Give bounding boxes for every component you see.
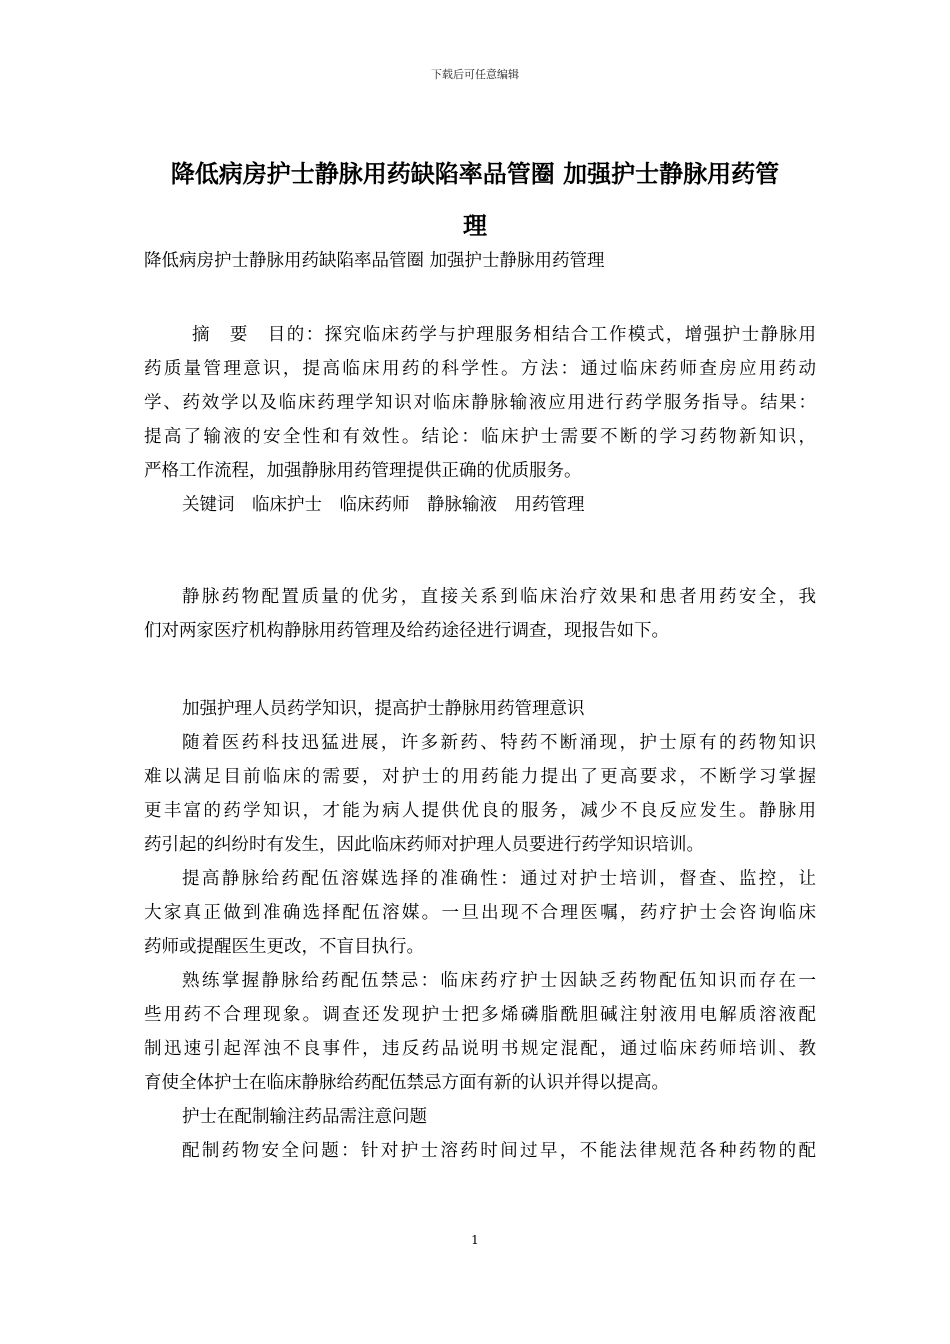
paragraph-line: 些用药不合理现象。调查还发现护士把多烯磷脂酰胆碱注射液用电解质溶液配 (144, 1005, 816, 1025)
section-heading: 加强护理人员药学知识，提高护士静脉用药管理意识 (182, 699, 585, 719)
paragraph-line: 药引起的纠纷时有发生，因此临床药师对护理人员要进行药学知识培训。 (144, 835, 704, 855)
abstract-line: 提高了输液的安全性和有效性。结论：临床护士需要不断的学习药物新知识， (144, 427, 816, 447)
paragraph-line: 们对两家医疗机构静脉用药管理及给药途径进行调查，现报告如下。 (144, 621, 669, 641)
paragraph-line: 静脉药物配置质量的优劣，直接关系到临床治疗效果和患者用药安全，我 (182, 587, 816, 607)
paragraph-line: 更丰富的药学知识，才能为病人提供优良的服务，减少不良反应发生。静脉用 (144, 801, 816, 821)
paragraph-line: 大家真正做到准确选择配伍溶媒。一旦出现不合理医嘱，药疗护士会咨询临床 (144, 903, 816, 923)
header-note: 下载后可任意编辑 (431, 68, 519, 81)
abstract-line: 药质量管理意识，提高临床用药的科学性。方法：通过临床药师查房应用药动 (144, 359, 816, 379)
title-line-2: 理 (463, 212, 487, 240)
paragraph-line: 配制药物安全问题：针对护士溶药时间过早，不能法律规范各种药物的配 (182, 1141, 816, 1161)
title-line-1: 降低病房护士静脉用药缺陷率品管圈 加强护士静脉用药管 (170, 160, 780, 188)
paragraph-line: 育使全体护士在临床静脉给药配伍禁忌方面有新的认识并得以提高。 (144, 1073, 669, 1093)
section-heading: 护士在配制输注药品需注意问题 (182, 1107, 427, 1127)
section-1 (144, 692, 816, 1168)
paragraph-line: 制迅速引起浑浊不良事件，违反药品说明书规定混配，通过临床药师培训、教 (144, 1039, 816, 1059)
paragraph-line: 药师或提醒医生更改，不盲目执行。 (144, 937, 424, 957)
paragraph-line: 提高静脉给药配伍溶媒选择的准确性：通过对护士培训，督查、监控，让 (182, 869, 816, 889)
keywords: 关键词 临床护士 临床药师 静脉输液 用药管理 (182, 495, 585, 515)
paragraph-line: 难以满足目前临床的需要，对护士的用药能力提出了更高要求，不断学习掌握 (144, 767, 816, 787)
abstract-line: 摘 要 目的：探究临床药学与护理服务相结合工作模式，增强护士静脉用 (192, 325, 816, 345)
abstract (144, 318, 816, 522)
document-title (140, 148, 810, 252)
subtitle: 降低病房护士静脉用药缺陷率品管圈 加强护士静脉用药管理 (144, 251, 605, 271)
page-number: 1 (471, 1233, 479, 1247)
abstract-line: 学、药效学以及临床药理学知识对临床静脉输液应用进行药学服务指导。结果： (144, 393, 816, 413)
paragraph-line: 熟练掌握静脉给药配伍禁忌：临床药疗护士因缺乏药物配伍知识而存在一 (182, 971, 816, 991)
paragraph-line: 随着医药科技迅猛进展，许多新药、特药不断涌现，护士原有的药物知识 (182, 733, 816, 753)
abstract-line: 严格工作流程，加强静脉用药管理提供正确的优质服务。 (144, 461, 582, 481)
intro-paragraph (144, 580, 816, 648)
